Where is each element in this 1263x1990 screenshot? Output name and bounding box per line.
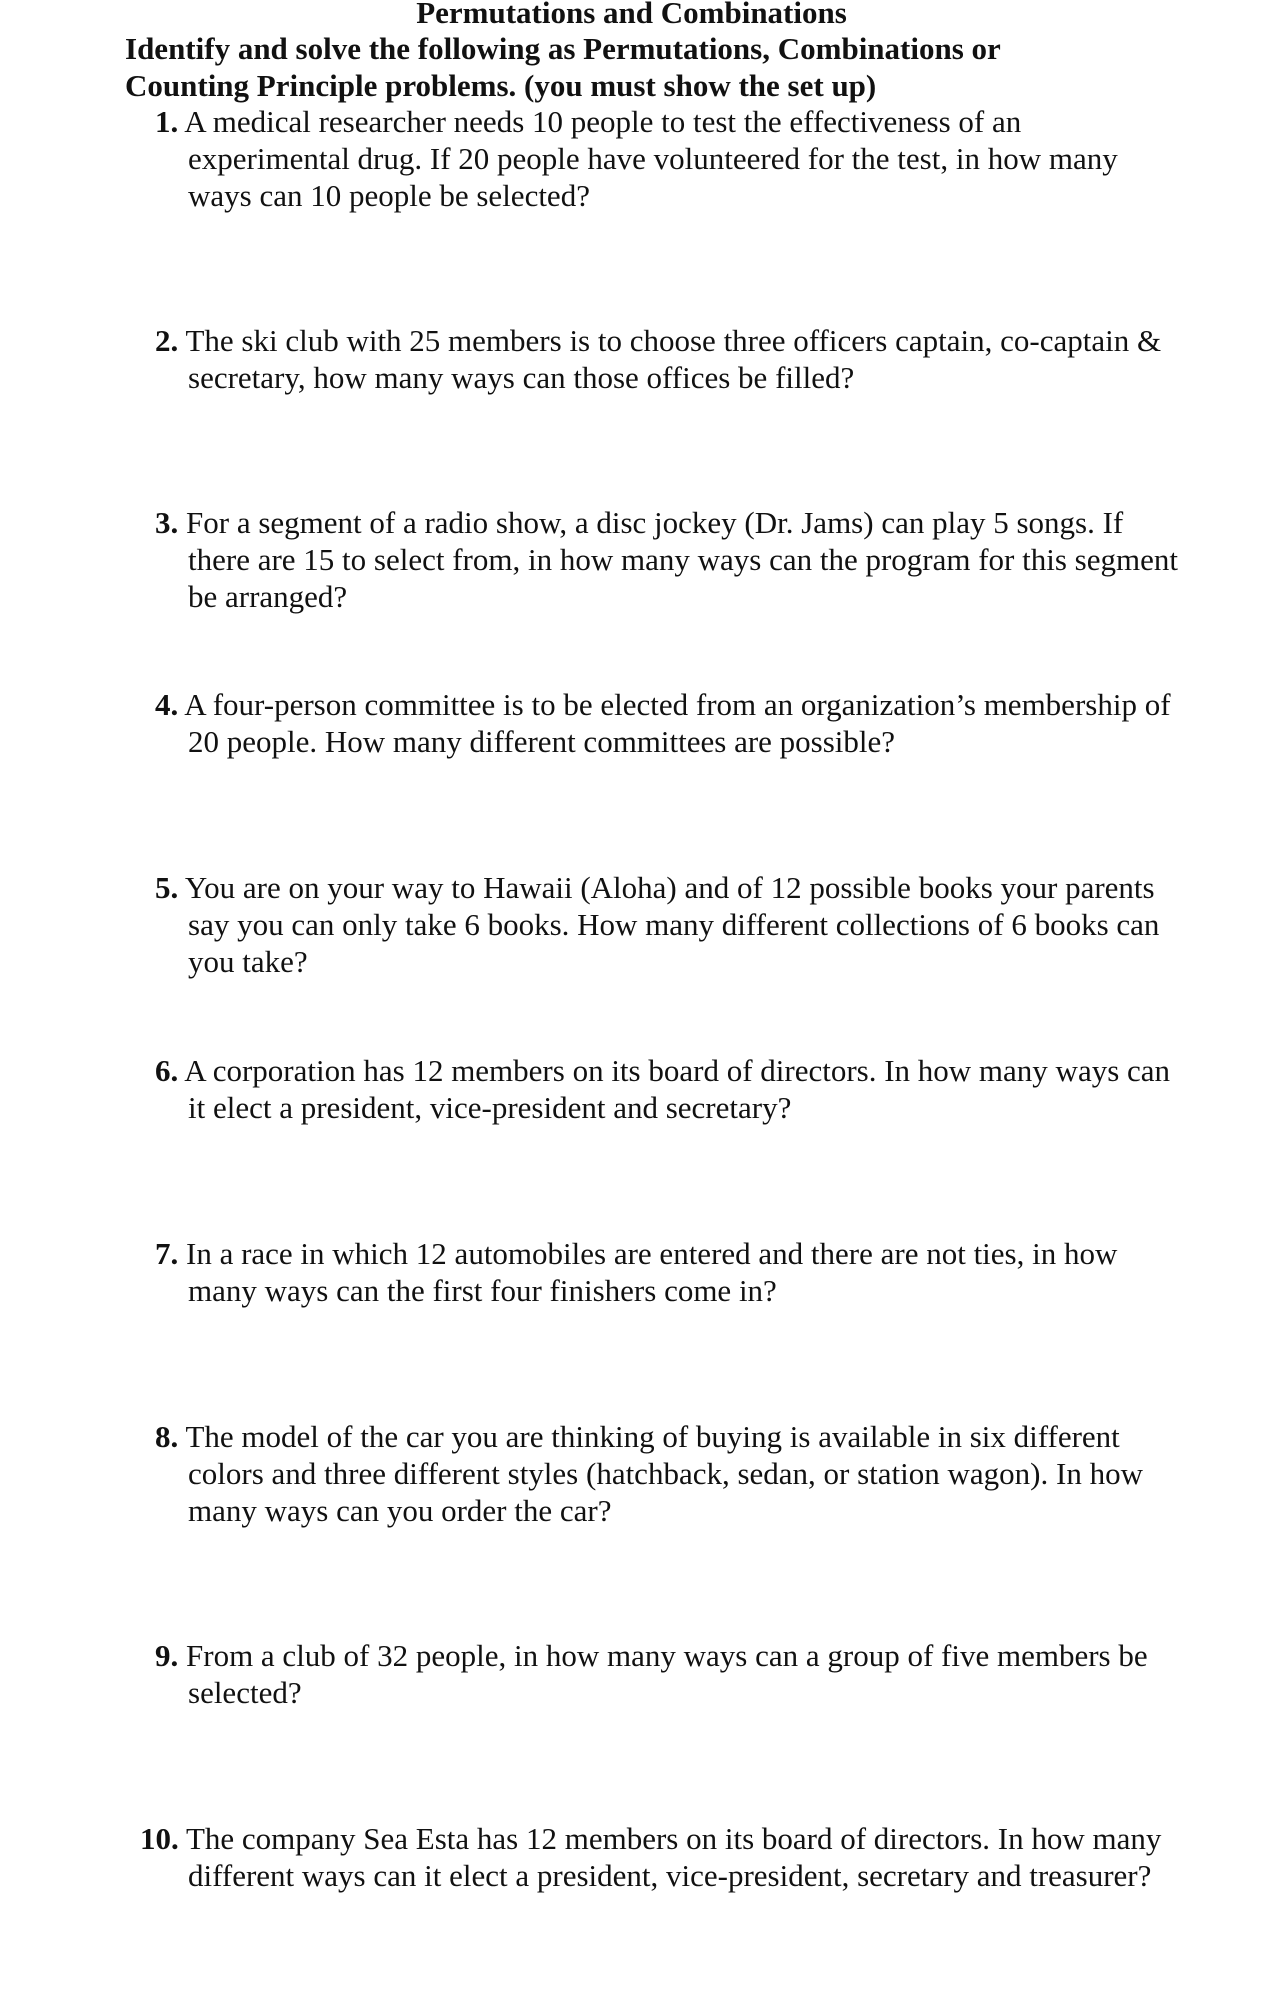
problem-number: 4.	[155, 687, 179, 722]
problem-3	[155, 504, 1178, 615]
problem-9	[155, 1637, 1178, 1711]
problem-1	[155, 103, 1178, 214]
problem-text: A corporation has 12 members on its board of directors. In how many ways can it elect a president, vice-president and secretary?	[184, 1053, 1171, 1125]
problem-number: 2.	[155, 323, 179, 358]
problem-text: The ski club with 25 members is to choose three officers captain, co-captain & secretary, how many ways can those offices be filled?	[185, 323, 1162, 395]
instructions: Identify and solve the following as Permutations, Combinations or Counting Principle problems. (you must show the set up)	[125, 31, 1001, 103]
page-title: Permutations and Combinations	[416, 0, 847, 30]
problem-text: In a race in which 12 automobiles are entered and there are not ties, in how many ways can the first four finishers come in?	[186, 1236, 1118, 1308]
problem-number: 6.	[155, 1053, 179, 1088]
problem-4	[155, 686, 1178, 760]
problem-2	[155, 322, 1178, 396]
problem-text: The company Sea Esta has 12 members on its board of directors. In how many different ways can it elect a president, vice-president, secretary and treasurer?	[185, 1821, 1162, 1893]
problem-text: From a club of 32 people, in how many ways can a group of five members be selected?	[186, 1638, 1148, 1710]
problem-5	[155, 869, 1178, 980]
problem-number: 3.	[155, 505, 179, 540]
problem-number: 7.	[155, 1236, 179, 1271]
problem-number: 9.	[155, 1638, 179, 1673]
problem-number: 10.	[140, 1821, 179, 1856]
problem-6	[155, 1052, 1178, 1126]
problem-text: You are on your way to Hawaii (Aloha) and of 12 possible books your parents say you can only take 6 books. How many different collections of 6 books can you take?	[184, 870, 1160, 979]
problem-text: A medical researcher needs 10 people to test the effectiveness of an experimental drug. If 20 people have volunteered for the test, in how many ways can 10 people be selected?	[184, 104, 1118, 213]
problem-number: 8.	[155, 1419, 179, 1454]
problem-number: 1.	[155, 104, 179, 139]
problem-number: 5.	[155, 870, 179, 905]
problem-text: For a segment of a radio show, a disc jockey (Dr. Jams) can play 5 songs. If there are 15 to select from, in how many ways can the program for this segment be arranged?	[186, 505, 1178, 614]
problem-10	[140, 1820, 1178, 1894]
problem-8	[155, 1418, 1178, 1529]
problem-7	[155, 1235, 1178, 1309]
problem-text: A four-person committee is to be elected from an organization’s membership of 20 people. How many different committees are possible?	[184, 687, 1171, 759]
problem-text: The model of the car you are thinking of buying is available in six different colors and three different styles (hatchback, sedan, or station wagon). In how many ways can you order the car?	[185, 1419, 1143, 1528]
